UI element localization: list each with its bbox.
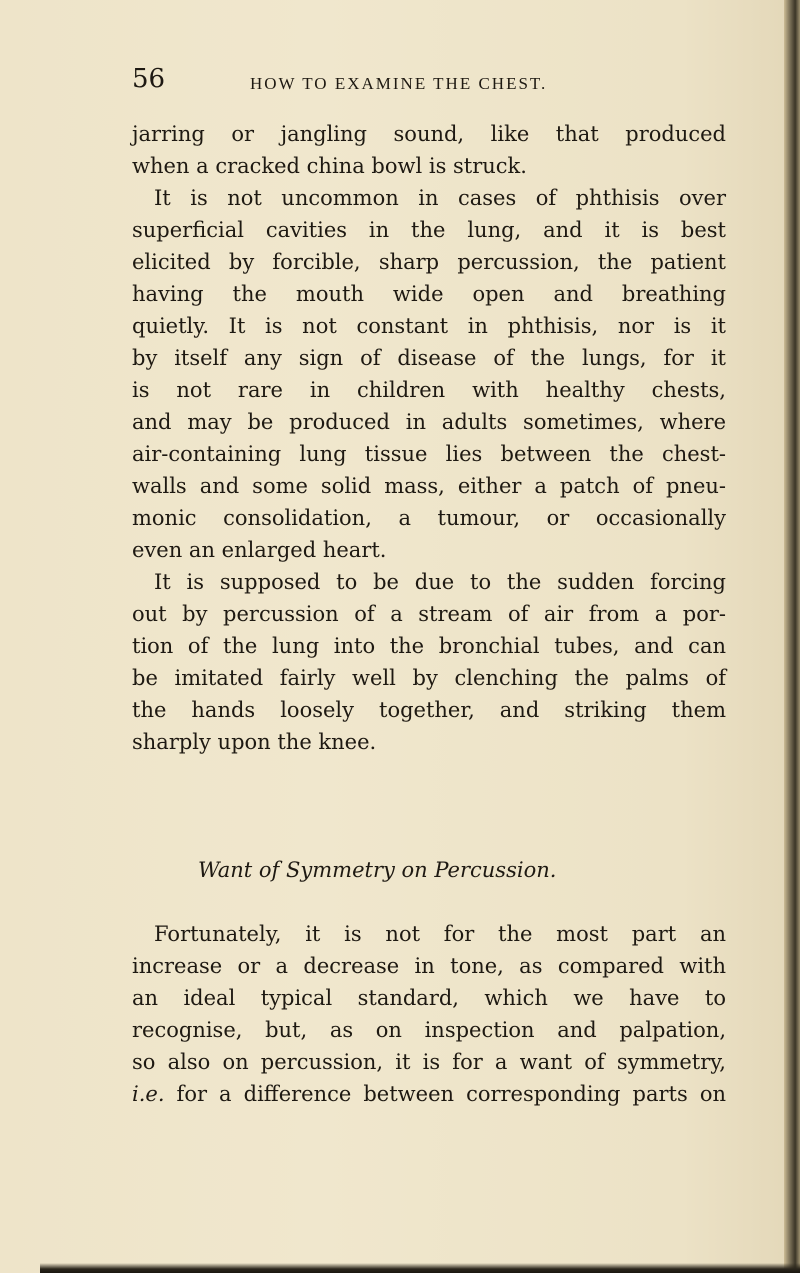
- running-head: HOW TO EXAMINE THE CHEST.: [250, 74, 548, 93]
- text-line: jarring or jangling sound, like that produced: [132, 122, 726, 146]
- text-line: sharply upon the knee.: [132, 730, 377, 754]
- text-line: increase or a decrease in tone, as compared with: [132, 954, 726, 978]
- text-line: walls and some solid mass, either a patch of pneu-: [132, 474, 726, 498]
- page-number: 56: [132, 64, 166, 94]
- text-line: by itself any sign of disease of the lungs, for it: [132, 346, 726, 370]
- page-edge-shadow: [784, 0, 800, 1273]
- body-text-lower: [132, 918, 726, 1110]
- body-text-upper: [132, 118, 726, 758]
- text-line: It is supposed to be due to the sudden forcing: [154, 570, 726, 594]
- text-line: [132, 1078, 726, 1110]
- text-line: having the mouth wide open and breathing: [132, 282, 726, 306]
- text-line: tion of the lung into the bronchial tubes, and can: [132, 634, 726, 658]
- page-header: [132, 64, 732, 104]
- text-line: be imitated fairly well by clenching the palms of: [132, 666, 726, 690]
- text-line: when a cracked china bowl is struck.: [132, 154, 527, 178]
- text-line: out by percussion of a stream of air from a por-: [132, 602, 726, 626]
- text-line: quietly. It is not constant in phthisis, nor is it: [132, 314, 726, 338]
- text-line: It is not uncommon in cases of phthisis over: [154, 186, 726, 210]
- text-line: even an enlarged heart.: [132, 538, 387, 562]
- section-heading: Want of Symmetry on Percussion.: [198, 858, 557, 882]
- text-line: elicited by forcible, sharp percussion, the patient: [132, 250, 726, 274]
- text-line: recognise, but, as on inspection and palpation,: [132, 1018, 726, 1042]
- text-line: air-containing lung tissue lies between the chest-: [132, 442, 726, 466]
- text-line-rest: for a difference between corresponding parts on: [164, 1082, 726, 1106]
- text-line: an ideal typical standard, which we have to: [132, 986, 726, 1010]
- text-line: superficial cavities in the lung, and it is best: [132, 218, 726, 242]
- text-line: the hands loosely together, and striking them: [132, 698, 726, 722]
- abbreviation-ie: i.e.: [132, 1082, 165, 1106]
- text-line: monic consolidation, a tumour, or occasionally: [132, 506, 726, 530]
- text-line: and may be produced in adults sometimes, where: [132, 410, 726, 434]
- text-line: is not rare in children with healthy chests,: [132, 378, 726, 402]
- text-line: so also on percussion, it is for a want of symmetry,: [132, 1050, 726, 1074]
- page-bottom-edge: [40, 1263, 800, 1273]
- text-line: Fortunately, it is not for the most part an: [154, 922, 726, 946]
